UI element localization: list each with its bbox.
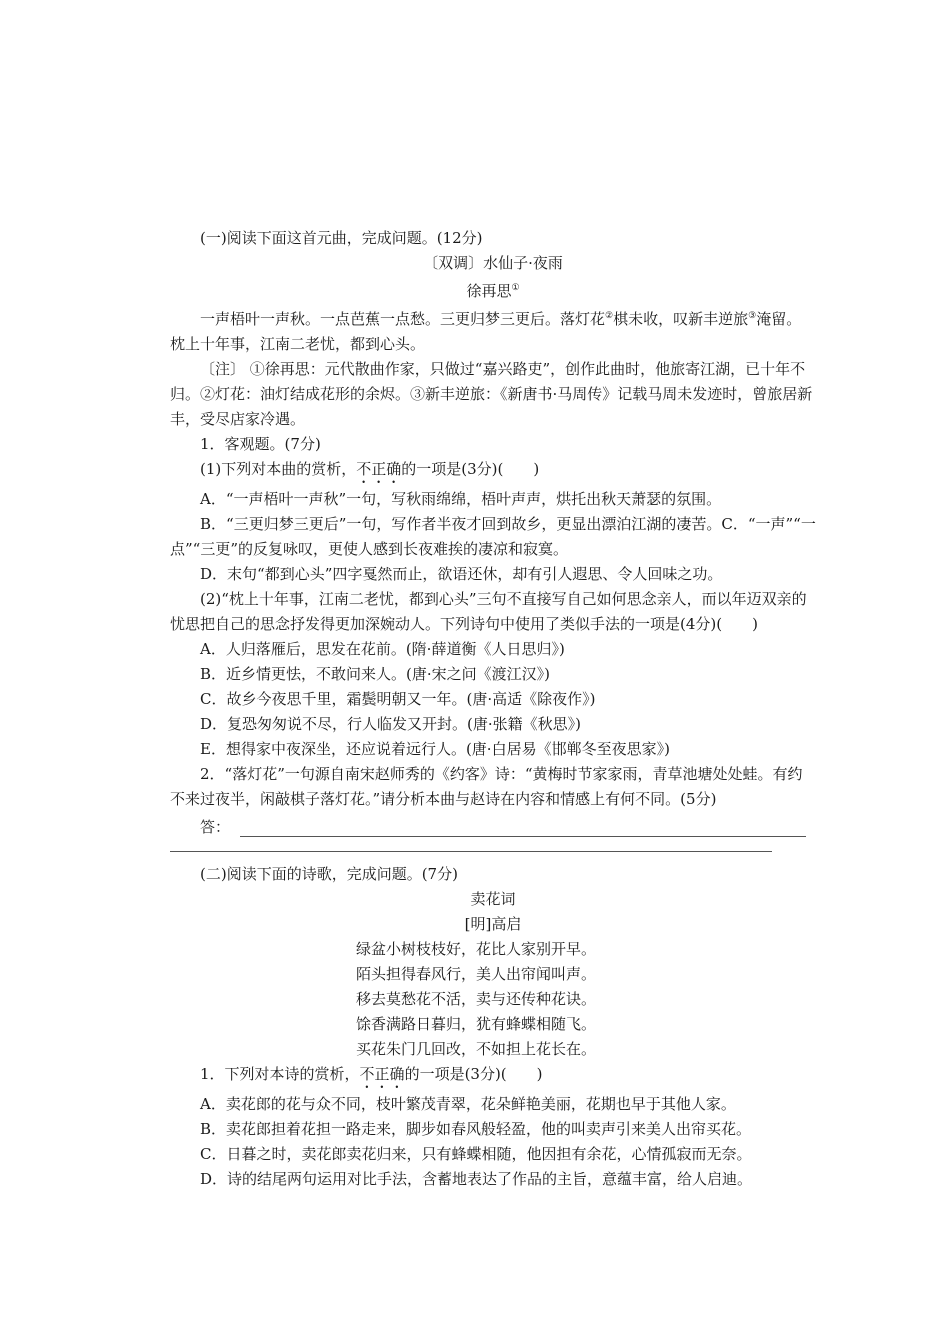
- section2-heading: (二)阅读下面的诗歌，完成问题。(7分): [200, 865, 458, 883]
- section1-q1-1-option-bc: B．“三更归梦三更后”一句，写作者半夜才回到故乡，更显出漂泊江湖的凄苦。C．“一声”“一点”“三更”的反复咏叹，更使人感到长夜难挨的凄凉和寂寞。: [170, 515, 816, 558]
- section1-q1-1-stem: (1)下列对本曲的赏析，不正确的一项是(3分)( ): [200, 460, 540, 478]
- section1-q1-2-option-c: C．故乡今夜思千里，霜鬓明朝又一年。(唐·高适《除夜作》): [200, 690, 596, 708]
- poem-line: 馀香满路日暮归，犹有蜂蝶相随飞。: [356, 1015, 597, 1033]
- section1-note: 〔注〕 ①徐再思：元代散曲作家，只做过“嘉兴路吏”，创作此曲时，他旅寄江湖，已十年不归。②灯花：油灯结成花形的余烬。③新丰逆旅：《新唐书·马周传》记载马周未发迹时，曾旅居新丰，受尽店家冷遇。: [170, 360, 813, 428]
- section1-q1-2-option-b: B．近乡情更怯，不敢问来人。(唐·宋之问《渡江汉》): [200, 665, 550, 683]
- section1-poem-title: 〔双调〕水仙子·夜雨: [423, 254, 563, 272]
- section2-poem: [170, 937, 816, 1062]
- section1-q1-2-option-d: D．复恐匆匆说不尽，行人临发又开封。(唐·张籍《秋思》): [200, 715, 582, 733]
- section1-q1-title: 1．客观题。(7分): [200, 435, 321, 453]
- section2-q1-option-d: D．诗的结尾两句运用对比手法，含蓄地表达了作品的主旨，意蕴丰富，给人启迪。: [200, 1170, 753, 1188]
- section2-poem-title: 卖花词: [470, 890, 516, 908]
- answer-row: [170, 812, 816, 837]
- section1-author: 徐再思①: [466, 282, 520, 300]
- poem-line: 陌头担得春风行，美人出帘闻叫声。: [356, 965, 597, 983]
- section1-q1-1-option-a: A．“一声梧叶一声秋”一句，写秋雨绵绵，梧叶声声，烘托出秋天萧瑟的氛围。: [200, 490, 722, 508]
- document-content: [170, 226, 816, 1192]
- poem-line: 移去莫愁花不活，卖与还传种花诀。: [356, 990, 597, 1008]
- answer-label: 答：: [200, 818, 231, 836]
- poem-line: 买花朱门几回改，不如担上花长在。: [356, 1040, 597, 1058]
- section2-q1-stem: 1．下列对本诗的赏析，不正确的一项是(3分)( ): [200, 1065, 543, 1083]
- poem-line: 绿盆小树枝枝好，花比人家别开早。: [356, 940, 597, 958]
- answer-line-2[interactable]: [170, 837, 772, 852]
- section2-q1-option-c: C．日暮之时，卖花郎卖花归来，只有蜂蝶相随，他因担有余花，心情孤寂而无奈。: [200, 1145, 752, 1163]
- section1-q1-2-option-a: A．人归落雁后，思发在花前。(隋·薛道衡《人日思归》): [200, 640, 565, 658]
- section1-heading: (一)阅读下面这首元曲，完成问题。(12分): [200, 229, 483, 247]
- section2-author: [明]高启: [464, 915, 522, 933]
- section1-q1-1-option-d: D．末句“都到心头”四字戛然而止，欲语还休，却有引人遐思、令人回味之功。: [200, 565, 723, 583]
- section1-q2-stem: 2．“落灯花”一句源自南宋赵师秀的《约客》诗：“黄梅时节家家雨，青草池塘处处蛙。有约不来过夜半，闲敲棋子落灯花。”请分析本曲与赵诗在内容和情感上有何不同。(5分): [170, 765, 803, 808]
- answer-line-1[interactable]: [240, 822, 806, 837]
- section1-q1-2-stem: (2)“枕上十年事，江南二老忧，都到心头”三句不直接写自己如何思念亲人，而以年迈双亲的忧思把自己的思念抒发得更加深婉动人。下列诗句中使用了类似手法的一项是(4分)( ): [170, 590, 807, 633]
- section1-poem-text: 一声梧叶一声秋。一点芭蕉一点愁。三更归梦三更后。落灯花②棋未收，叹新丰逆旅③淹留。枕上十年事，江南二老忧，都到心头。: [170, 310, 802, 353]
- section1-q1-2-option-e: E．想得家中夜深坐，还应说着远行人。(唐·白居易《邯郸冬至夜思家》): [200, 740, 670, 758]
- section2-q1-option-a: A．卖花郎的花与众不同，枝叶繁茂青翠，花朵鲜艳美丽，花期也早于其他人家。: [200, 1095, 736, 1113]
- section2-q1-option-b: B．卖花郎担着花担一路走来，脚步如春风般轻盈，他的叫卖声引来美人出帘买花。: [200, 1120, 752, 1138]
